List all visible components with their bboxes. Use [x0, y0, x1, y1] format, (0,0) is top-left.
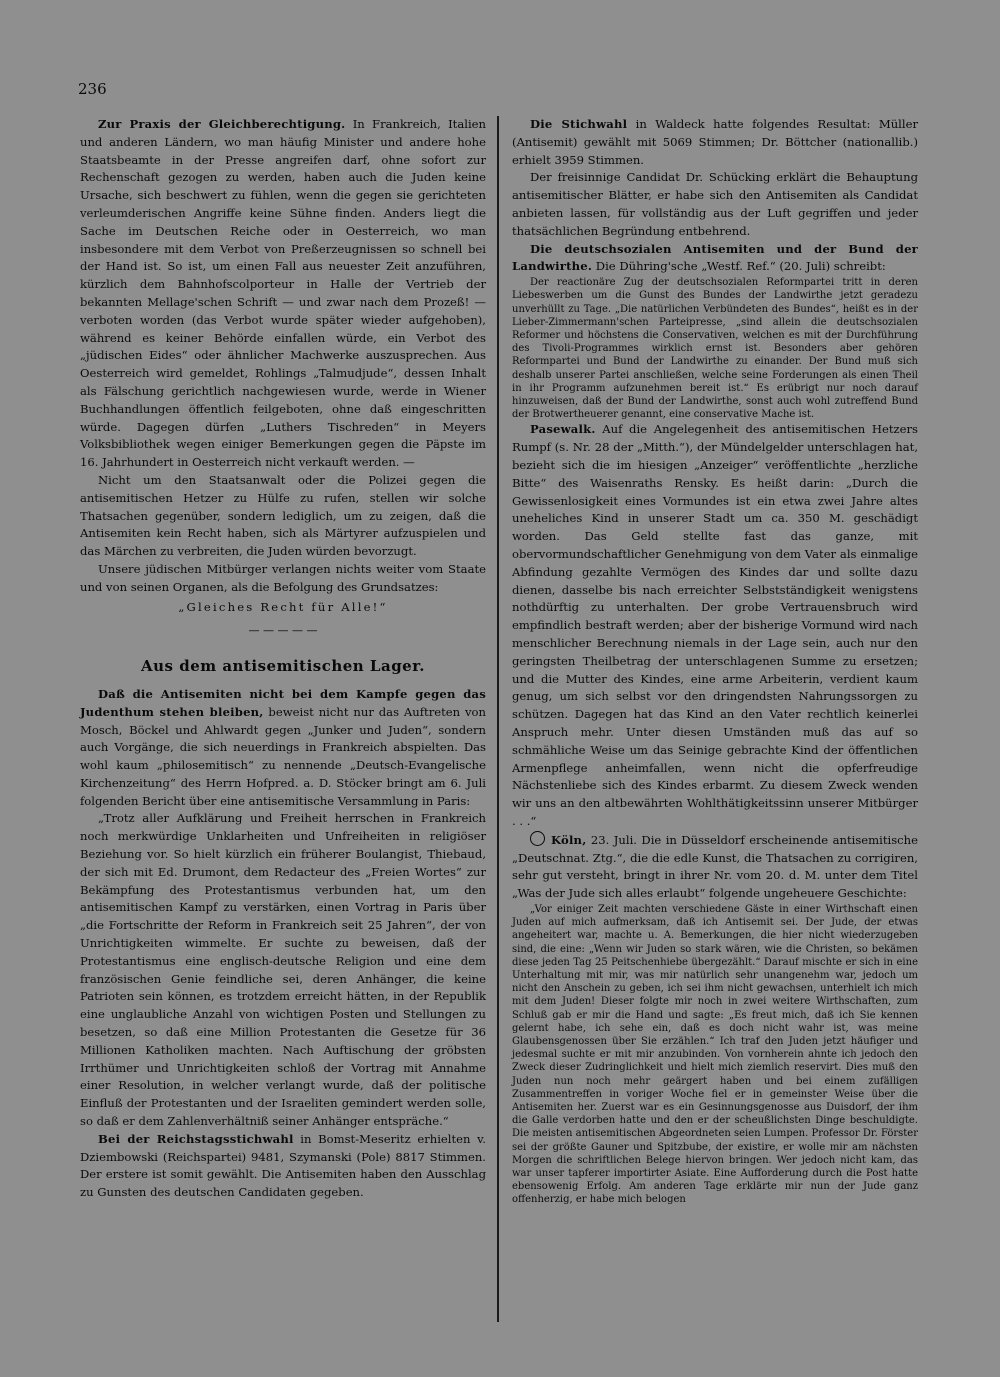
- separator: — — — — —: [248, 624, 318, 638]
- article-heading: Daß die Antisemiten nicht bei dem Kampfe gegen das Judenthum stehen bleiben,: [80, 686, 486, 719]
- article-heading: Köln,: [551, 832, 587, 847]
- article-text: Auf die Angelegenheit des antisemitischen Hetzers Rumpf (s. Nr. 28 der „Mitth.“), der Mündelgelder unterschlagen hat, bezieht sich die im hiesigen „Anzeiger“ veröffentlichte „herzliche Bitte“ des Waisenraths Rensky. Es heißt darin: „Durch die Gewissenlosigkeit eines Vormundes ist ein etwa zwei Jahre altes uneheliches Kind in unserer Stadt um ca. 350 M. geschädigt worden. Das Geld stellte fast das ganze, mit obervormundschaftlicher Genehmigung von dem Vater als einmalige Abfindung gezahlte Vermögen des Kindes dar und sollte dazu dienen, dasselbe bis nach erreichter Selbstständigkeit wenigstens nothdürftig zu unterhalten. Der grobe Vertrauensbruch wird empfindlich bestraft werden; aber der bisherige Vormund wird nach menschlicher Berechnung niemals in der Lage sein, auch nur den geringsten Theilbetrag der unterschlagenen Summe zu ersetzen; und die Mutter des Kindes, eine arme Arbeiterin, verdient kaum genug, um sich selbst vor den dringendsten Nahrungssorgen zu schützen. Dagegen hat das Kind an den Vater rechtlich keinerlei Anspruch mehr. Unter diesen Umständen muß das auf so schmähliche Weise um das Seinige gebrachte Kind der öffentlichen Armenpflege anheimfallen, wenn nicht die opferfreudige Nächstenliebe sich des Kindes erbarmt. Zu diesem Zweck wenden wir uns an den altbewährten Wohlthätigkeitssinn unserer Mitbürger . . .“: [512, 422, 919, 828]
- article-kampf: [80, 686, 486, 811]
- page-number: 236: [78, 80, 107, 98]
- article-heading: Pasewalk.: [530, 422, 596, 437]
- section-title: Aus dem antisemitischen Lager.: [141, 657, 425, 676]
- article-waldeck: [512, 116, 918, 169]
- article-quote: Der reactionäre Zug der deutschsozialen Reformpartei tritt in deren Liebeswerben um die Gunst des Bundes der Landwirthe jetzt geradezu unverhüllt zu Tage. „Die natürlichen Verbündeten des Bundes“, heißt es in der Lieber-Zimmermann'schen Parteipresse, „sind allein die deutschsozialen Reformer und höchstens die Conservativen, welchen es mit der Durchführung des Tivoli-Programmes wirklich ernst ist. Besonders aber gehören Reformpartei und Bund der Landwirthe zu einander. Der Bund muß sich deshalb unserer Partei anschließen, welche seine Forderungen als einen Theil in ihr Programm aufzunehmen bereit ist.“ Es erübrigt nur noch darauf hinzuweisen, daß der Bund der Landwirthe, sonst auch wohl zutreffend Bund der Brotwertheuerer genannt, eine conservative Mache ist.: [512, 277, 918, 421]
- article-text: in Waldeck hatte folgendes Resultat: Müller (Antisemit) gewählt mit 5069 Stimmen; Dr. Böttcher (nationallib.) erhielt 3959 Stimmen.: [512, 117, 919, 167]
- column-divider: [497, 116, 499, 1322]
- left-column: [80, 116, 486, 1202]
- article-quote: „Trotz aller Aufklärung und Freiheit herrschen in Frankreich noch merkwürdige Unklarheiten und Unfreiheiten in religiöser Beziehung vor. So hielt kürzlich ein früherer Boulangist, Thiebaud, der sich mit Ed. Drumont, dem Redacteur des „Freien Wortes“ zur Bekämpfung des Protestantismus verbunden hat, um den antisemitischen Kampf zu verstärken, einen Vortrag in Paris über „die Fortschritte der Reform in Frankreich seit 25 Jahren“, der von Unrichtigkeiten wimmelte. Er suchte zu beweisen, daß der Protestantismus eine englisch-deutsche Religion und eine dem französischen Genie feindliche sei, deren Anhänger, die keine Patrioten sein können, es trotzdem erreicht hätten, in der Republik eine unglaubliche Anzahl von wichtigen Posten und Stellungen zu besetzen, so daß eine Million Protestanten die Gesetze für 36 Millionen Katholiken machten. Nach Auftischung der gröbsten Irrthümer und Unrichtigkeiten schloß der Vortrag mit Annahme einer Resolution, in welcher verlangt wurde, daß der politische Einfluß der Protestanten und der Israeliten gemindert werden solle, so daß er dem Zahlenverhältniß seiner Anhänger entspräche.“: [80, 811, 486, 1129]
- article-stichwahl-bomst: [80, 1131, 486, 1202]
- article-paragraph: Nicht um den Staatsanwalt oder die Polizei gegen die antisemitischen Hetzer zu Hülfe zu rufen, stellen wir solche Thatsachen gegenüber, sondern lediglich, um zu zeigen, daß die Antisemiten kein Recht haben, sich als Märtyrer aufzuspielen und das Märchen zu verbreiten, die Juden würden bevorzugt.: [80, 472, 486, 559]
- article-heading: Die deutschsozialen Antisemiten und der Bund der Landwirthe.: [512, 241, 918, 274]
- article-pasewalk: [512, 421, 918, 830]
- article-heading: Bei der Reichstagsstichwahl: [98, 1131, 294, 1146]
- article-text: In Frankreich, Italien und anderen Ländern, wo man häufig Minister und andere hohe Staatsbeamte in der Presse angreifen darf, ohne sofort zur Rechenschaft gezogen zu werden, haben auch die Juden keine Ursache, sich beschwert zu fühlen, wenn die gegen sie gerichteten verleumderischen Angriffe keine Sühne finden. Anders liegt die Sache im Deutschen Reiche oder in Oesterreich, wo man insbesondere mit dem Verbot von Preßerzeugnissen so schnell bei der Hand ist. So ist, um einen Fall aus neuester Zeit anzuführen, kürzlich dem Bahnhofscolporteur in Halle der Vertrieb der bekannten Mellage'schen Schrift — und zwar nach dem Prozeß! — verboten worden (das Verbot wurde später wieder aufgehoben), während es keiner Behörde einfallen würde, ein Verbot des „jüdischen Eides“ oder ähnlicher Machwerke auszusprechen. Aus Oesterreich wird gemeldet, Rohlings „Talmudjude“, dessen Inhalt als Fälschung gerichtlich nachgewiesen wurde, werde in Wiener Buchhandlungen öffentlich feilgeboten, ohne daß eingeschritten würde. Dagegen dürfen „Luthers Tischreden“ in Meyers Volksbibliothek wegen einiger Bemerkungen gegen die Päpste im 16. Jahrhundert in Oesterreich nicht verkauft werden. —: [80, 117, 486, 470]
- article-text: Die Dühring'sche „Westf. Ref.“ (20. Juli) schreibt:: [595, 259, 886, 274]
- article-heading: Die Stichwahl: [530, 117, 628, 131]
- article-text: 23. Juli. Die in Düsseldorf erscheinende antisemitische „Deutschnat. Ztg.“, die die edle Kunst, die Thatsachen zu corrigiren, sehr gut versteht, bringt in ihrer Nr. vom 20. d. M. unter dem Titel „Was der Jude sich alles erlaubt“ folgende ungeheuere Geschichte:: [512, 832, 918, 901]
- article-bund: [512, 241, 918, 277]
- motto: „Gleiches Recht für Alle!“: [178, 599, 388, 614]
- article-text: in Bomst-Meseritz erhielten v. Dziembowski (Reichspartei) 9481, Szymanski (Pole) 8817 Stimmen. Der erstere ist somit gewählt. Die Antisemiten haben den Ausschlag zu Gunsten des deutschen Candidaten gegeben.: [80, 1131, 486, 1200]
- circle-marker-icon: [530, 831, 545, 846]
- article-text: beweist nicht nur das Auftreten von Mosch, Böckel und Ahlwardt gegen „Junker und Juden“, sondern auch Vorgänge, die sich neuerdings in Frankreich abspielten. Das wohl kaum „philosemitisch“ zu nennende „Deutsch-Evangelische Kirchenzeitung“ des Herrn Hofpred. a. D. Stöcker bringt am 6. Juli folgenden Bericht über eine antisemitische Versammlung in Paris:: [80, 704, 486, 808]
- article-heading: Zur Praxis der Gleichberechtigung.: [98, 117, 346, 131]
- article-paragraph: Unsere jüdischen Mitbürger verlangen nichts weiter vom Staate und von seinen Organen, als die Befolgung des Grundsatzes:: [80, 561, 486, 594]
- article-gleichberechtigung: [80, 116, 486, 472]
- article-koeln: [512, 831, 918, 903]
- article-paragraph: Der freisinnige Candidat Dr. Schücking erklärt die Behauptung antisemitischer Blätter, er habe sich den Antisemiten als Candidat anbieten lassen, für vollständig aus der Luft gegriffen und jeder thatsächlichen Begründung entbehrend.: [512, 170, 918, 238]
- article-quote: „Vor einiger Zeit machten verschiedene Gäste in einer Wirthschaft einen Juden auf mich aufmerksam, daß ich Antisemit sei. Der Jude, der etwas angeheitert war, machte u. A. Bemerkungen, die hier nicht wiederzugeben sind, die eine: „Wenn wir Juden so stark wären, wie die Christen, so bekämen diese jeden Tag 25 Peitschenhiebe übergezählt.“ Darauf mischte er sich in eine Unterhaltung mit mir, was mir natürlich sehr unangenehm war, jedoch um nicht den Anschein zu geben, ich sei ihm nicht gewachsen, unterhielt ich mich mit dem Juden! Dieser folgte mir noch in zwei weitere Wirthschaften, zum Schluß gab er mir die Hand und sagte: „Es freut mich, daß ich Sie kennen gelernt habe, ich sehe ein, daß es doch nicht wahr ist, was meine Glaubensgenossen über Sie erzählen.“ Ich traf den Juden jetzt häufiger und jedesmal suchte er mit mir anzubinden. Von vornherein ahnte ich jedoch den Zweck dieser Zudringlichkeit und hielt mich ziemlich reservirt. Dies muß den Juden nun noch mehr geärgert haben und bei einem zufälligen Zusammentreffen in voriger Woche fiel er in gemeinster Weise über die Antisemiten her. Zuerst war es ein Gesinnungsgenosse aus Duisdorf, der ihm die Galle verdorben hatte und den er der scheußlichsten Dinge beschuldigte. Die meisten antisemitischen Abgeordneten seien Lumpen. Professor Dr. Förster sei der größte Gauner und Spitzbube, der existire, er wolle mir am nächsten Morgen die schriftlichen Belege hiervon bringen. Wer jedoch nicht kam, das war unser tapferer importirter Asiate. Eine Aufforderung durch die Post hatte ebensowenig Erfolg. Am anderen Tage erklärte mir nun der Jude ganz offenherzig, er habe mich belogen: [512, 903, 918, 1206]
- right-column: [512, 116, 918, 1207]
